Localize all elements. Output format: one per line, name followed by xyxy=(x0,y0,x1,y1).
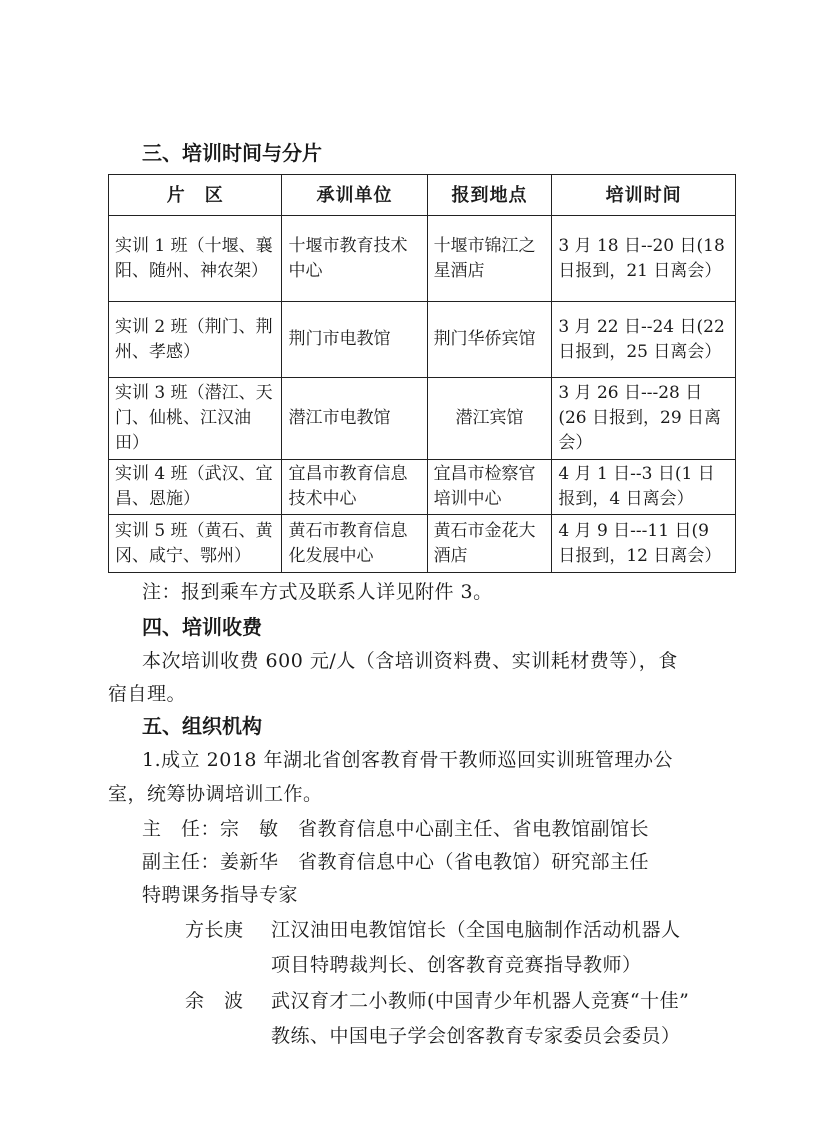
table-note: 注：报到乘车方式及联系人详见附件 3。 xyxy=(142,581,493,603)
cell-place: 潜江宾馆 xyxy=(427,378,552,460)
section3-heading: 三、培训时间与分片 xyxy=(142,141,322,165)
header-time: 培训时间 xyxy=(552,175,736,216)
cell-region: 实训 2 班（荆门、荆州、孝感） xyxy=(109,302,282,378)
org-paragraph-line2: 室，统筹协调培训工作。 xyxy=(108,783,323,805)
cell-place: 荆门华侨宾馆 xyxy=(427,302,552,378)
cell-unit: 潜江市电教馆 xyxy=(282,378,427,460)
experts-title: 特聘课务指导专家 xyxy=(142,884,299,906)
org-paragraph-line1: 1.成立 2018 年湖北省创客教育骨干教师巡回实训班管理办公 xyxy=(142,749,674,771)
deputy-director-line: 副主任：姜新华 省教育信息中心（省电教馆）研究部主任 xyxy=(142,851,650,873)
cell-region: 实训 3 班（潜江、天门、仙桃、江汉油田） xyxy=(109,378,282,460)
cell-place: 十堰市锦江之星酒店 xyxy=(427,216,552,302)
cell-time: 4 月 9 日---11 日(9 日报到，12 日离会） xyxy=(552,515,736,573)
cell-place: 黄石市金花大酒店 xyxy=(427,515,552,573)
cell-region: 实训 4 班（武汉、宜昌、恩施） xyxy=(109,460,282,515)
header-place: 报到地点 xyxy=(427,175,552,216)
cell-time: 3 月 18 日--20 日(18 日报到，21 日离会） xyxy=(552,216,736,302)
cell-unit: 十堰市教育技术中心 xyxy=(282,216,427,302)
training-schedule-table xyxy=(108,174,736,573)
expert1-line1 xyxy=(185,915,681,945)
director-line: 主 任：宗 敏 省教育信息中心副主任、省电教馆副馆长 xyxy=(142,818,650,840)
expert1-desc1: 江汉油田电教馆馆长（全国电脑制作活动机器人 xyxy=(271,919,681,941)
expert2-line1 xyxy=(185,986,689,1016)
section4-heading: 四、培训收费 xyxy=(142,615,262,639)
cell-unit: 荆门市电教馆 xyxy=(282,302,427,378)
table-row xyxy=(109,302,736,378)
expert2-desc1: 武汉育才二小教师(中国青少年机器人竞赛“十佳” xyxy=(271,990,690,1012)
cell-unit: 黄石市教育信息化发展中心 xyxy=(282,515,427,573)
fee-text-line2: 宿自理。 xyxy=(108,683,187,705)
expert1-name: 方长庚 xyxy=(185,919,244,941)
section5-heading: 五、组织机构 xyxy=(142,714,262,738)
cell-unit: 宜昌市教育信息技术中心 xyxy=(282,460,427,515)
cell-region: 实训 5 班（黄石、黄冈、咸宁、鄂州） xyxy=(109,515,282,573)
fee-text-line1: 本次培训收费 600 元/人（含培训资料费、实训耗材费等），食 xyxy=(142,650,678,672)
table-row xyxy=(109,460,736,515)
expert2-name: 余 波 xyxy=(185,990,244,1012)
table-row xyxy=(109,515,736,573)
table-header-row xyxy=(109,175,736,216)
table-row xyxy=(109,378,736,460)
header-unit: 承训单位 xyxy=(282,175,427,216)
expert2-line2: 教练、中国电子学会创客教育专家委员会委员） xyxy=(271,1025,681,1047)
expert1-line2: 项目特聘裁判长、创客教育竞赛指导教师） xyxy=(271,954,642,976)
cell-region: 实训 1 班（十堰、襄阳、随州、神农架） xyxy=(109,216,282,302)
cell-time: 3 月 26 日---28 日(26 日报到，29 日离会） xyxy=(552,378,736,460)
header-region: 片 区 xyxy=(109,175,282,216)
cell-time: 4 月 1 日--3 日(1 日报到，4 日离会） xyxy=(552,460,736,515)
cell-time: 3 月 22 日--24 日(22 日报到，25 日离会） xyxy=(552,302,736,378)
table-row xyxy=(109,216,736,302)
cell-place: 宜昌市检察官培训中心 xyxy=(427,460,552,515)
